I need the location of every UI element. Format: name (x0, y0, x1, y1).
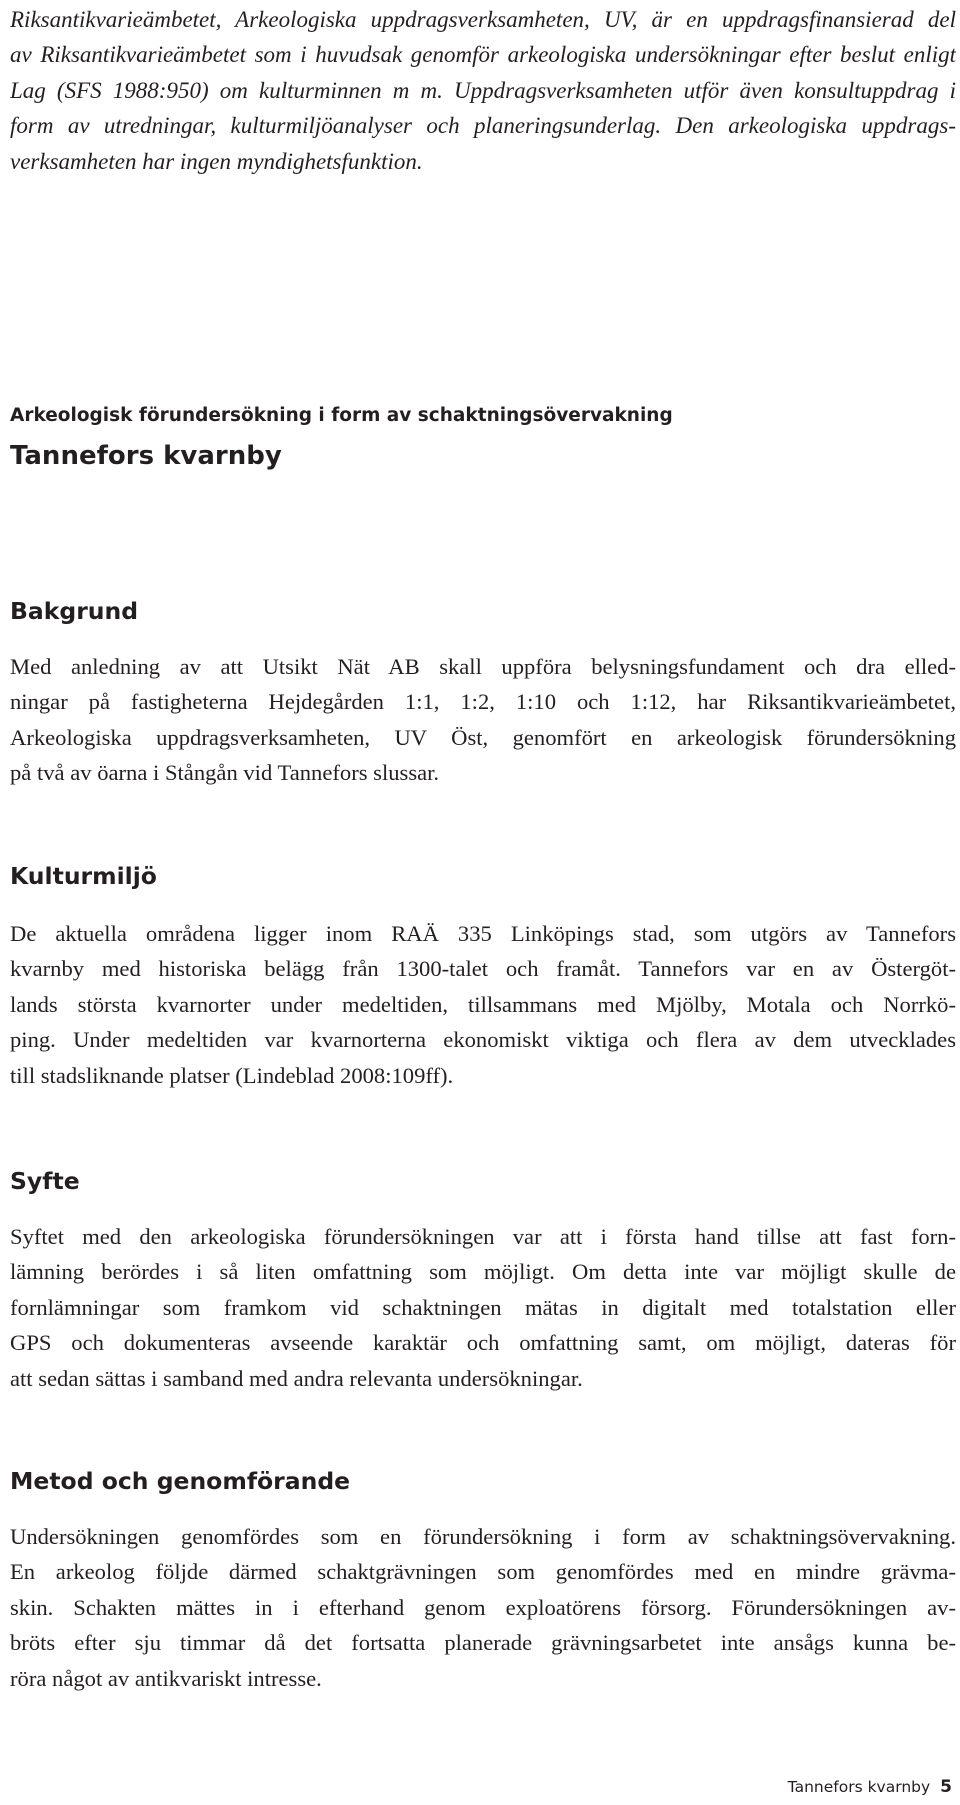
body-line: att sedan sättas i samband med andra relevanta undersökningar. (10, 1365, 583, 1391)
body-line: på två av öarna i Stångån vid Tannefors slussar. (10, 760, 440, 786)
intro-line: Riksantikvarieämbetet, Arkeologiska uppdragsverksamheten, UV, är en uppdragsfinansierad del (10, 7, 956, 32)
body-line: GPS och dokumenteras avseende karaktär och omfattning samt, om möjligt, dateras för (10, 1330, 956, 1356)
body-line: Med anledning av att Utsikt Nät AB skall uppföra belysningsfundament och dra elled- (10, 654, 956, 679)
intro-line: verksamheten har ingen myndighetsfunktion. (10, 148, 423, 174)
body-line: Arkeologiska uppdragsverksamheten, UV Öst, genomfört en arkeologisk förundersökning (10, 724, 956, 750)
section-heading-bakgrund: Bakgrund (10, 597, 139, 625)
section-heading-metod: Metod och genomförande (10, 1467, 351, 1495)
body-line: En arkeolog följde därmed schaktgrävningen som genomfördes med en mindre grävma- (10, 1559, 956, 1585)
section-body-bakgrund (10, 649, 956, 791)
body-line: till stadsliknande platser (Lindeblad 2008:109ff). (10, 1062, 454, 1088)
running-title: Tannefors kvarnby (787, 1778, 931, 1796)
page-number: 5 (940, 1777, 952, 1797)
body-line: Undersökningen genomfördes som en förundersökning i form av schaktningsövervakning. (10, 1524, 956, 1549)
section-heading-syfte: Syfte (10, 1167, 80, 1195)
body-line: Syftet med den arkeologiska förundersökningen var att i första hand tillse att fast forn- (10, 1224, 956, 1249)
intro-line: Lag (SFS 1988:950) om kulturminnen m m. Uppdragsverksamheten utför även konsultuppdrag i (10, 77, 956, 103)
body-line: skin. Schakten mättes in i efterhand genom exploatörens försorg. Förundersökningen av- (10, 1594, 956, 1620)
body-line: kvarnby med historiska belägg från 1300-talet och framåt. Tannefors var en av Östergöt- (10, 956, 956, 982)
body-line: bröts efter sju timmar då det fortsatta planerade grävningsarbetet inte ansågs kunna be- (10, 1630, 956, 1656)
body-line: De aktuella områdena ligger inom RAÄ 335 Linköpings stad, som utgörs av Tannefors (10, 921, 956, 946)
report-type: Arkeologisk förundersökning i form av schaktningsövervakning (10, 405, 673, 426)
section-body-metod (10, 1519, 956, 1696)
body-line: ningar på fastigheterna Hejdegården 1:1, 1:2, 1:10 och 1:12, har Riksantikvarieämbetet, (10, 689, 956, 715)
intro-line: av Riksantikvarieämbetet som i huvudsak genomför arkeologiska undersökningar efter beslut enligt (10, 42, 956, 68)
body-line: fornlämningar som framkom vid schaktningen mätas in digitalt med totalstation eller (10, 1294, 956, 1320)
section-body-syfte (10, 1219, 956, 1396)
body-line: lämning berördes i så liten omfattning som möjligt. Om detta inte var möjligt skulle de (10, 1259, 956, 1285)
intro-line: form av utredningar, kulturmiljöanalyser och planeringsunderlag. Den arkeologiska uppdrags- (10, 113, 956, 139)
report-title: Tannefors kvarnby (10, 441, 282, 471)
page-footer (788, 1777, 952, 1797)
body-line: röra något av antikvariskt intresse. (10, 1665, 322, 1691)
section-body-kulturmiljo (10, 916, 956, 1093)
body-line: lands största kvarnorter under medeltiden, tillsammans med Mjölby, Motala och Norrkö- (10, 991, 956, 1017)
intro-paragraph (10, 2, 956, 179)
body-line: ping. Under medeltiden var kvarnorterna ekonomiskt viktiga och flera av dem utvecklades (10, 1027, 956, 1053)
section-heading-kulturmiljo: Kulturmiljö (10, 862, 157, 890)
